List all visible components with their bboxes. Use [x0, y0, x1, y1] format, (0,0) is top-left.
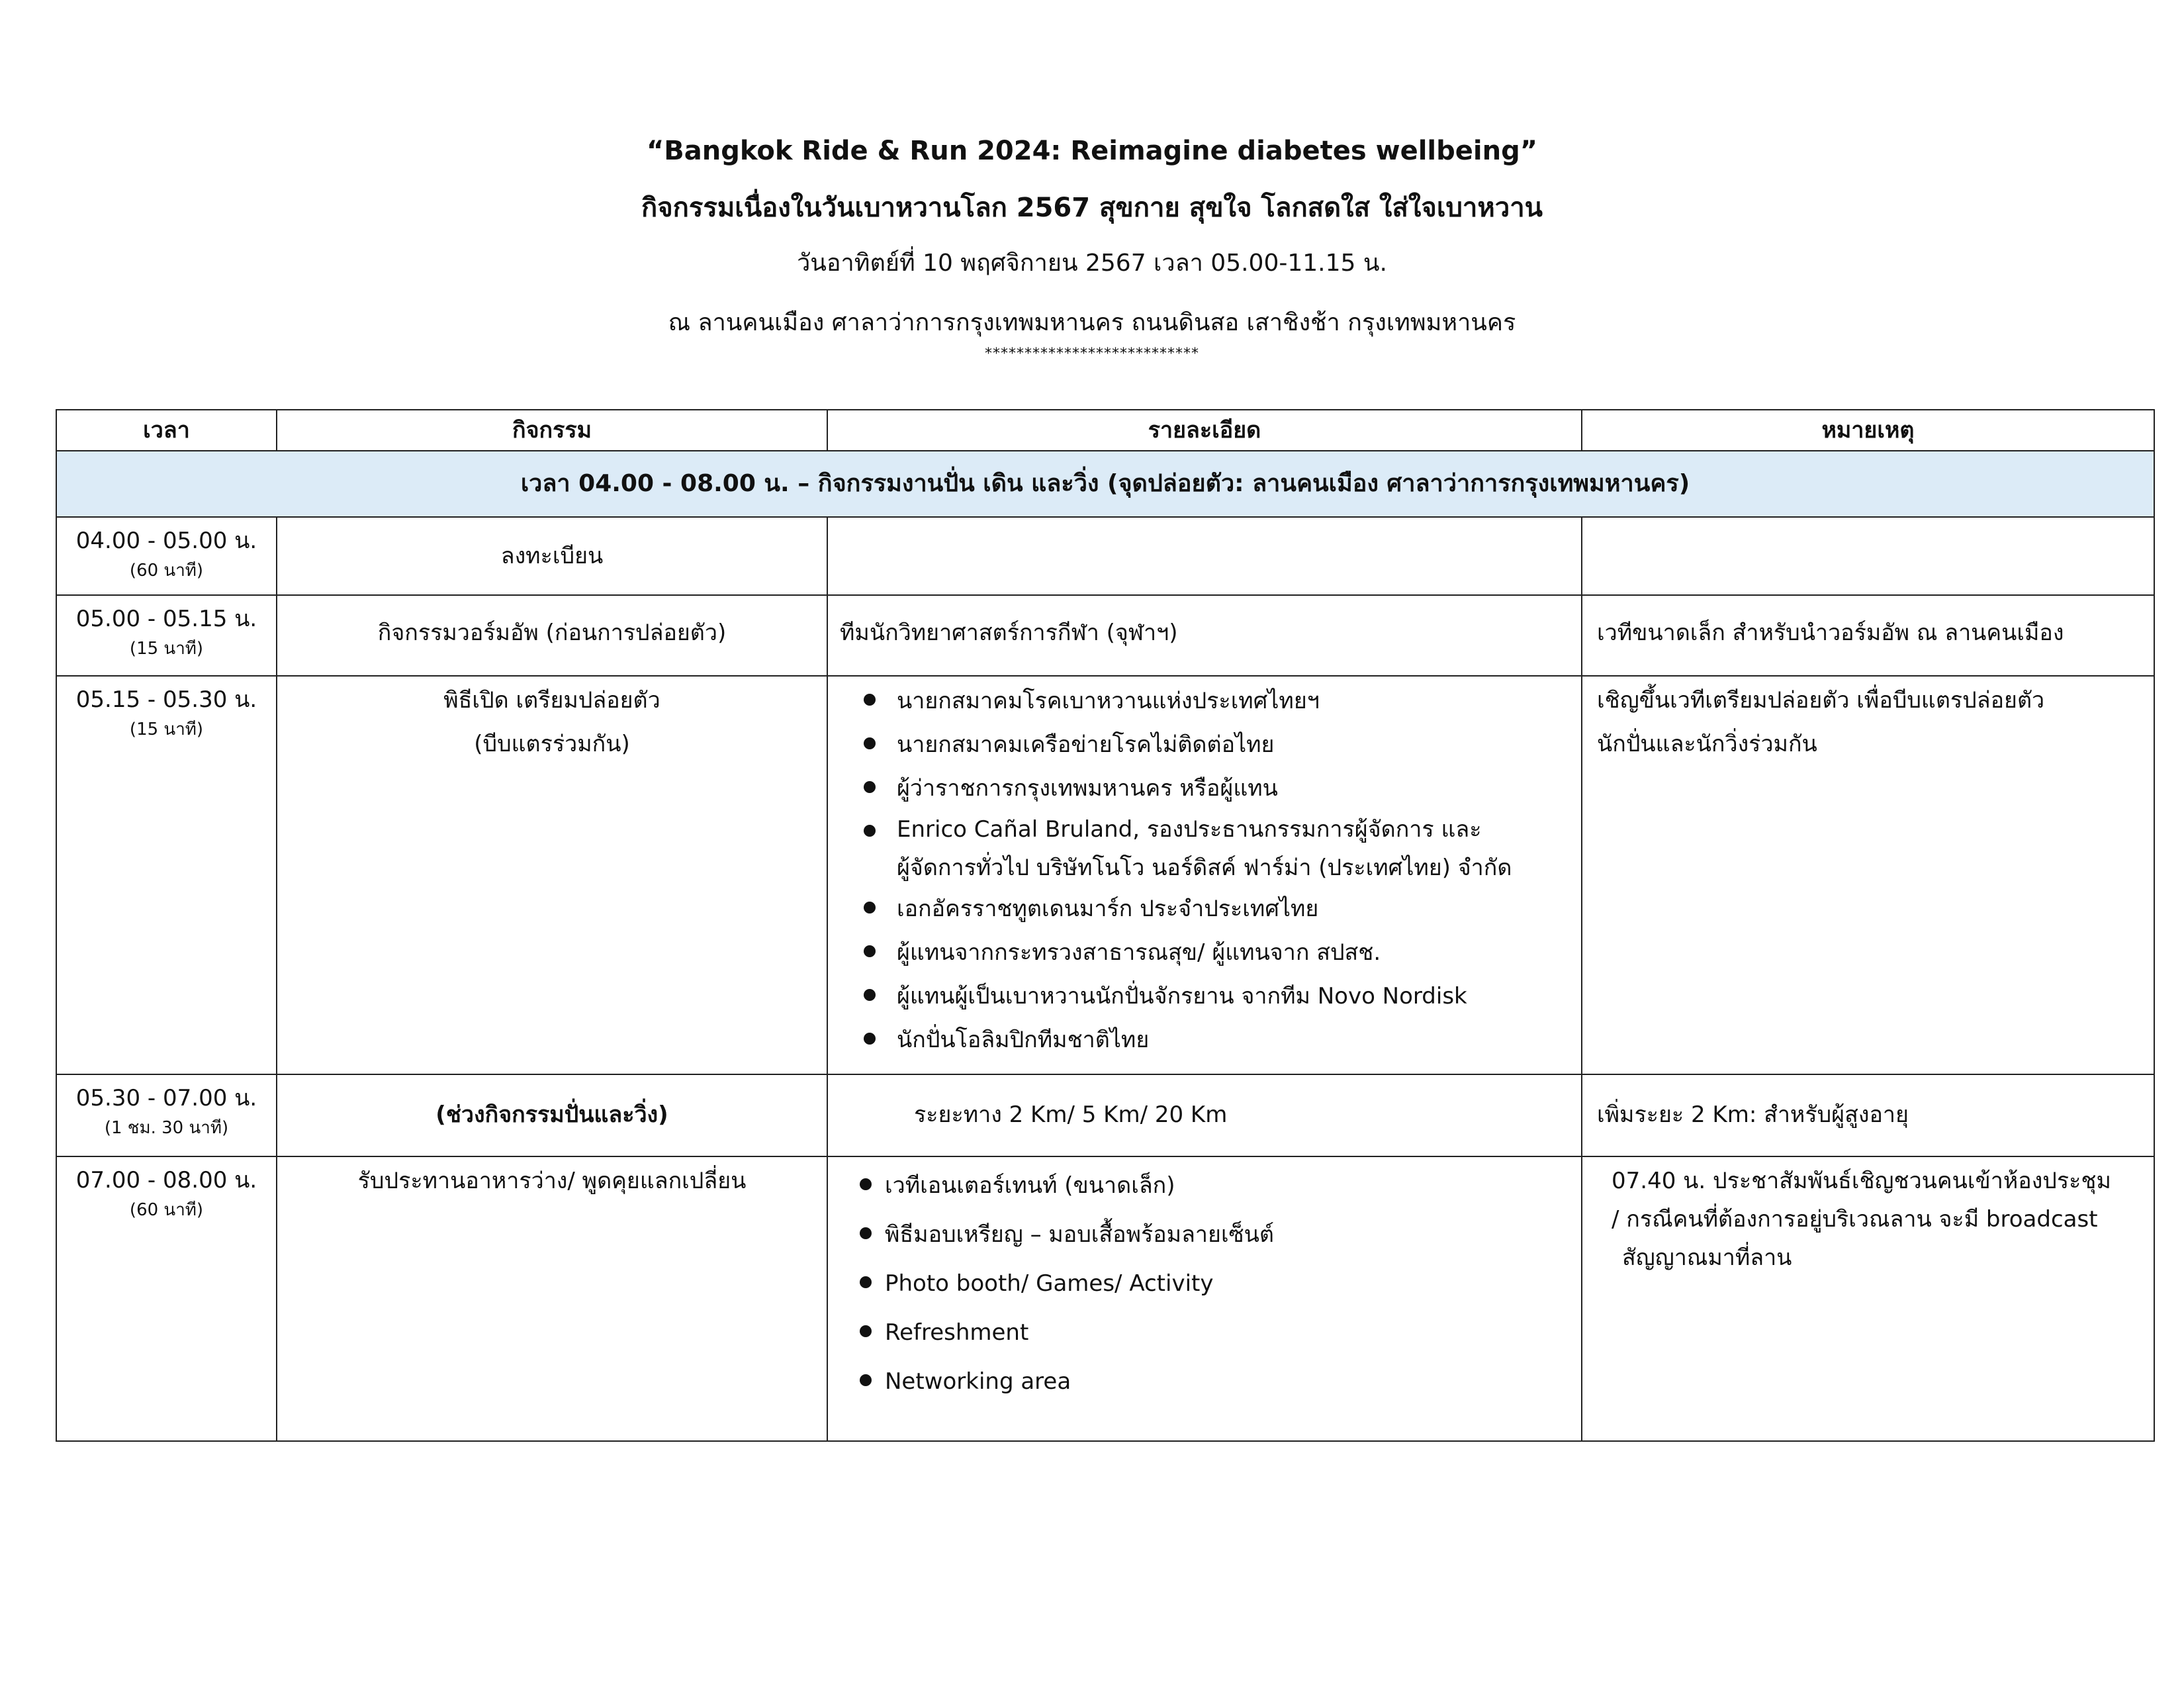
list-item	[840, 887, 1570, 931]
bullet-icon	[864, 902, 876, 914]
time-cell	[56, 1074, 277, 1156]
note-line: 07.40 น. ประชาสัมพันธ์เชิญชวนคนเข้าห้องประชุม	[1612, 1168, 2111, 1194]
table-row	[56, 517, 2154, 595]
time-duration: (15 นาที)	[129, 639, 204, 659]
time-duration: (15 นาที)	[129, 720, 204, 739]
time-cell	[56, 595, 277, 676]
time-range: 07.00 - 08.00 น.	[75, 1167, 257, 1194]
event-venue-line: ณ ลานคนเมือง ศาลาว่าการกรุงเทพมหานคร ถนนดินสอ เสาชิงช้า กรุงเทพมหานคร	[668, 309, 1516, 336]
list-item	[840, 1357, 1570, 1406]
details-cell	[827, 517, 1582, 595]
section-row	[56, 451, 2154, 517]
section-title: เวลา 04.00 - 08.00 น. – กิจกรรมงานปั่น เดิน และวิ่ง (จุดปล่อยตัว: ลานคนเมือง ศาลาว่าการกรุงเทพมหานคร)	[56, 451, 2154, 517]
bullet-icon	[860, 1227, 872, 1239]
column-header-time: เวลา	[56, 410, 277, 451]
list-item	[840, 767, 1570, 810]
list-item	[840, 1018, 1570, 1062]
activity-cell: กิจกรรมวอร์มอัพ (ก่อนการปล่อยตัว)	[277, 595, 827, 676]
time-range: 05.30 - 07.00 น.	[75, 1085, 257, 1111]
list-item	[840, 810, 1570, 887]
activity-cell: รับประทานอาหารว่าง/ พูดคุยแลกเปลี่ยน	[277, 1156, 827, 1441]
bullet-icon	[860, 1325, 872, 1337]
list-item-text: Networking area	[885, 1368, 1071, 1395]
details-cell: ทีมนักวิทยาศาสตร์การกีฬา (จุฬาฯ)	[827, 595, 1582, 676]
note-line: สัญญาณมาที่ลาน	[1622, 1244, 1792, 1271]
notes-cell	[1582, 517, 2154, 595]
activity-line: พิธีเปิด เตรียมปล่อยตัว	[443, 687, 660, 714]
details-list	[840, 679, 1570, 1062]
activity-cell: ลงทะเบียน	[277, 517, 827, 595]
time-duration: (1 ชม. 30 นาที)	[104, 1118, 229, 1138]
table-header-row	[56, 410, 2154, 451]
time-range: 05.00 - 05.15 น.	[75, 606, 257, 632]
event-title: “Bangkok Ride & Run 2024: Reimagine diabetes wellbeing”	[647, 136, 1537, 166]
list-item-text: ผู้แทนผู้เป็นเบาหวานนักปั่นจักรยาน จากทีม Novo Nordisk	[897, 983, 1467, 1009]
list-item	[840, 1210, 1570, 1259]
list-item-text: ผู้ว่าราชการกรุงเทพมหานคร หรือผู้แทน	[897, 775, 1278, 802]
notes-cell: เพิ่มระยะ 2 Km: สำหรับผู้สูงอายุ	[1582, 1074, 2154, 1156]
bullet-icon	[864, 694, 876, 706]
header-separator: ***************************	[985, 346, 1199, 362]
time-cell	[56, 1156, 277, 1441]
column-header-notes: หมายเหตุ	[1582, 410, 2154, 451]
activity-cell	[277, 676, 827, 1074]
list-item	[840, 931, 1570, 974]
list-item	[840, 679, 1570, 723]
time-range: 04.00 - 05.00 น.	[75, 528, 257, 554]
bullet-icon	[864, 737, 876, 749]
details-cell	[827, 676, 1582, 1074]
list-item-text: เอกอัครราชทูตเดนมาร์ก ประจำประเทศไทย	[897, 896, 1319, 922]
time-cell	[56, 517, 277, 595]
table-row	[56, 676, 2154, 1074]
note-line: เชิญขึ้นเวทีเตรียมปล่อยตัว เพื่อบีบแตรปล่อยตัว	[1597, 687, 2045, 714]
time-duration: (60 นาที)	[129, 561, 204, 581]
time-cell	[56, 676, 277, 1074]
list-item	[840, 1259, 1570, 1308]
event-subtitle: กิจกรรมเนื่องในวันเบาหวานโลก 2567 สุขกาย สุขใจ โลกสดใส ใส่ใจเบาหวาน	[641, 193, 1543, 223]
list-item	[840, 1161, 1570, 1210]
event-date-line: วันอาทิตย์ที่ 10 พฤศจิกายน 2567 เวลา 05.00-11.15 น.	[797, 250, 1387, 277]
bullet-icon	[860, 1276, 872, 1288]
schedule-table	[56, 409, 2155, 1442]
bullet-icon	[864, 945, 876, 957]
column-header-activity: กิจกรรม	[277, 410, 827, 451]
bullet-icon	[864, 1033, 876, 1045]
details-cell: ระยะทาง 2 Km/ 5 Km/ 20 Km	[827, 1074, 1582, 1156]
bullet-icon	[864, 989, 876, 1001]
list-item	[840, 723, 1570, 767]
activity-cell: (ช่วงกิจกรรมปั่นและวิ่ง)	[277, 1074, 827, 1156]
list-item-text: Enrico Cañal Bruland, รองประธานกรรมการผู้จัดการ และ	[897, 816, 1482, 843]
list-item	[840, 1308, 1570, 1357]
list-item-text: เวทีเอนเตอร์เทนท์ (ขนาดเล็ก)	[885, 1172, 1175, 1199]
bullet-icon	[864, 825, 876, 837]
list-item-text: Refreshment	[885, 1319, 1029, 1346]
activity-line: (บีบแตรร่วมกัน)	[474, 731, 630, 757]
list-item-text: นายกสมาคมโรคเบาหวานแห่งประเทศไทยฯ	[897, 688, 1320, 714]
time-range: 05.15 - 05.30 น.	[75, 686, 257, 713]
bullet-icon	[864, 781, 876, 793]
note-line: นักปั่นและนักวิ่งร่วมกัน	[1597, 731, 1817, 757]
list-item	[840, 974, 1570, 1018]
table-row	[56, 1074, 2154, 1156]
bullet-icon	[860, 1178, 872, 1190]
note-line: / กรณีคนที่ต้องการอยู่บริเวณลาน จะมี broadcast	[1612, 1206, 2098, 1233]
table-row	[56, 1156, 2154, 1441]
details-list	[840, 1161, 1570, 1406]
notes-cell: เวทีขนาดเล็ก สำหรับนำวอร์มอัพ ณ ลานคนเมือง	[1582, 595, 2154, 676]
list-item-text: Photo booth/ Games/ Activity	[885, 1270, 1214, 1297]
column-header-details: รายละเอียด	[827, 410, 1582, 451]
details-cell	[827, 1156, 1582, 1441]
notes-cell	[1582, 1156, 2154, 1441]
list-item-text: ผู้แทนจากกระทรวงสาธารณสุข/ ผู้แทนจาก สปสช.	[897, 939, 1381, 966]
list-item-text-continued: ผู้จัดการทั่วไป บริษัทโนโว นอร์ดิสค์ ฟาร์ม่า (ประเทศไทย) จำกัด	[897, 855, 1512, 881]
document-header	[0, 132, 2184, 364]
table-row	[56, 595, 2154, 676]
notes-cell	[1582, 676, 2154, 1074]
list-item-text: นายกสมาคมเครือข่ายโรคไม่ติดต่อไทย	[897, 731, 1275, 758]
bullet-icon	[860, 1374, 872, 1386]
list-item-text: พิธีมอบเหรียญ – มอบเสื้อพร้อมลายเซ็นต์	[885, 1221, 1274, 1248]
list-item-text: นักปั่นโอลิมปิกทีมชาติไทย	[897, 1027, 1150, 1053]
time-duration: (60 นาที)	[129, 1200, 204, 1220]
